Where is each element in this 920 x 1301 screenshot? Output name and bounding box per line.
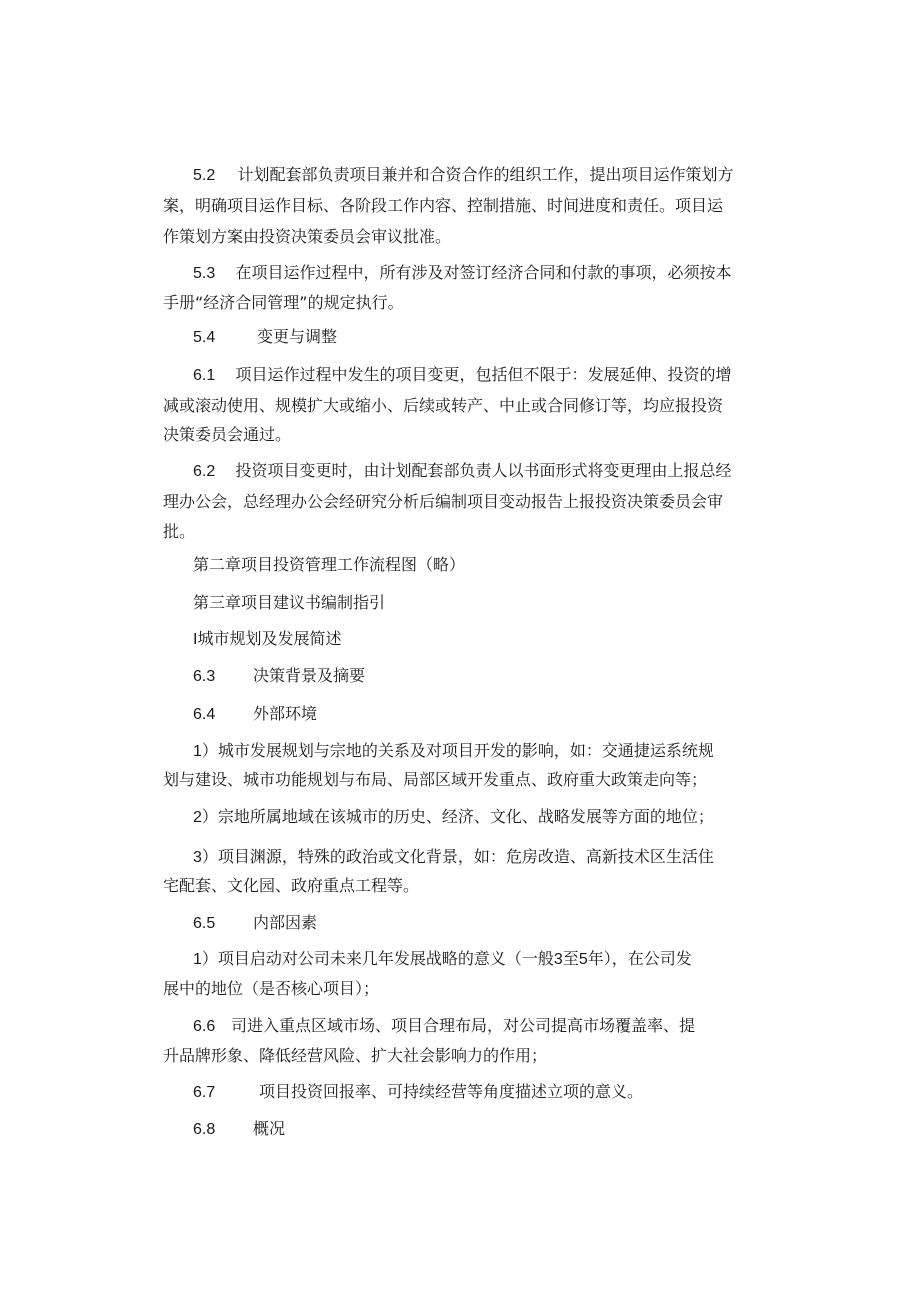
clause-number: 6.7	[193, 1084, 216, 1101]
clause-number: 6.3	[193, 668, 216, 685]
para-5-3-line-1	[193, 262, 731, 285]
heading-6-8	[193, 1118, 285, 1141]
item-number: 1	[193, 951, 202, 968]
para-6-6-line-2: 升品牌形象、降低经营风险、扩大社会影响力的作用；	[163, 1046, 548, 1065]
para-5-3-line-2: 手册“经济合同管理”的规定执行。	[163, 293, 404, 312]
para-5-2-line-1	[193, 164, 733, 187]
clause-number: 6.8	[193, 1121, 216, 1138]
para-6-6-line-1	[193, 1015, 695, 1038]
external-item-3-line-1	[193, 846, 714, 869]
number-5: 5	[578, 951, 588, 968]
roman-numeral: I	[193, 631, 198, 648]
external-item-3-line-2: 宅配套、文化园、政府重点工程等。	[163, 876, 420, 895]
para-6-1-line-3: 决策委员会通过。	[163, 425, 292, 444]
clause-number: 6.1	[193, 367, 216, 384]
para-text: 投资项目变更时，由计划配套部负责人以书面形式将变更理由上报总经	[235, 461, 732, 480]
heading-text: 决策背景及摘要	[253, 666, 366, 685]
external-item-1-line-1	[193, 740, 714, 763]
heading-text: 内部因素	[253, 913, 318, 932]
item-text: ）城市发展规划与宗地的关系及对项目开发的影响，如：交通捷运系统规	[201, 741, 714, 760]
item-number: 2	[193, 809, 202, 826]
item-text-end: 年），在公司发	[587, 949, 692, 968]
heading-6-4	[193, 703, 317, 726]
item-number: 3	[193, 849, 202, 866]
heading-text: 城市规划及发展简述	[197, 629, 342, 648]
number-3: 3	[553, 951, 563, 968]
para-6-2-line-1	[193, 460, 731, 483]
item-text: ）宗地所属地域在该城市的历史、经济、文化、战略发展等方面的地位；	[201, 807, 714, 826]
para-text: 项目投资回报率、可持续经营等角度描述立项的意义。	[259, 1082, 644, 1101]
item-number: 1	[193, 743, 202, 760]
heading-6-3	[193, 665, 365, 688]
heading-6-5	[193, 912, 317, 935]
para-6-7	[193, 1081, 643, 1104]
heading-text: 变更与调整	[257, 327, 338, 346]
clause-number: 5.4	[193, 329, 216, 346]
clause-number: 6.4	[193, 706, 216, 723]
para-6-2-line-2: 理办公会，总经理办公会经研究分析后编制项目变动报告上报投资决策委员会审	[163, 492, 724, 511]
heading-text: 概况	[253, 1119, 286, 1138]
heading-i	[193, 628, 341, 651]
para-6-1-line-1	[193, 364, 731, 387]
clause-number: 5.2	[193, 167, 216, 184]
chapter-3-heading: 第三章项目建议书编制指引	[193, 593, 386, 612]
clause-number: 5.3	[193, 265, 216, 282]
heading-text: 外部环境	[253, 704, 318, 723]
para-6-2-line-3: 批。	[163, 522, 196, 541]
para-5-2-line-3: 作策划方案由投资决策委员会审议批准。	[163, 227, 452, 246]
para-text: 在项目运作过程中，所有涉及对签订经济合同和付款的事项，必须按本	[235, 263, 732, 282]
heading-5-4	[193, 326, 337, 349]
para-text: 计划配套部负责项目兼并和合资合作的组织工作，提出项目运作策划方	[237, 165, 734, 184]
external-item-2	[193, 806, 714, 829]
para-text: 项目运作过程中发生的项目变更，包括但不限于：发展延伸、投资的增	[235, 365, 732, 384]
para-5-2-line-2: 案，明确项目运作目标、各阶段工作内容、控制措施、时间进度和责任。项目运	[163, 196, 724, 215]
clause-number: 6.5	[193, 915, 216, 932]
internal-item-1-line-1	[193, 948, 692, 971]
para-6-1-line-2: 减或滚动使用、规模扩大或缩小、后续或转产、中止或合同修订等，均应报投资	[163, 396, 724, 415]
item-text-to: 至	[562, 949, 579, 968]
external-item-1-line-2: 划与建设、城市功能规划与布局、局部区域开发重点、政府重大政策走向等；	[163, 770, 708, 789]
item-text: ）项目启动对公司未来几年发展战略的意义（一般	[201, 949, 554, 968]
item-text: ）项目渊源，特殊的政治或文化背景，如：危房改造、高新技术区生活住	[201, 847, 714, 866]
para-text: 司进入重点区域市场、项目合理布局，对公司提高市场覆盖率、提	[231, 1016, 696, 1035]
chapter-2-heading: 第二章项目投资管理工作流程图（略）	[193, 555, 466, 574]
internal-item-1-line-2: 展中的地位（是否核心项目）；	[163, 979, 380, 998]
clause-number: 6.6	[193, 1018, 216, 1035]
clause-number: 6.2	[193, 463, 216, 480]
